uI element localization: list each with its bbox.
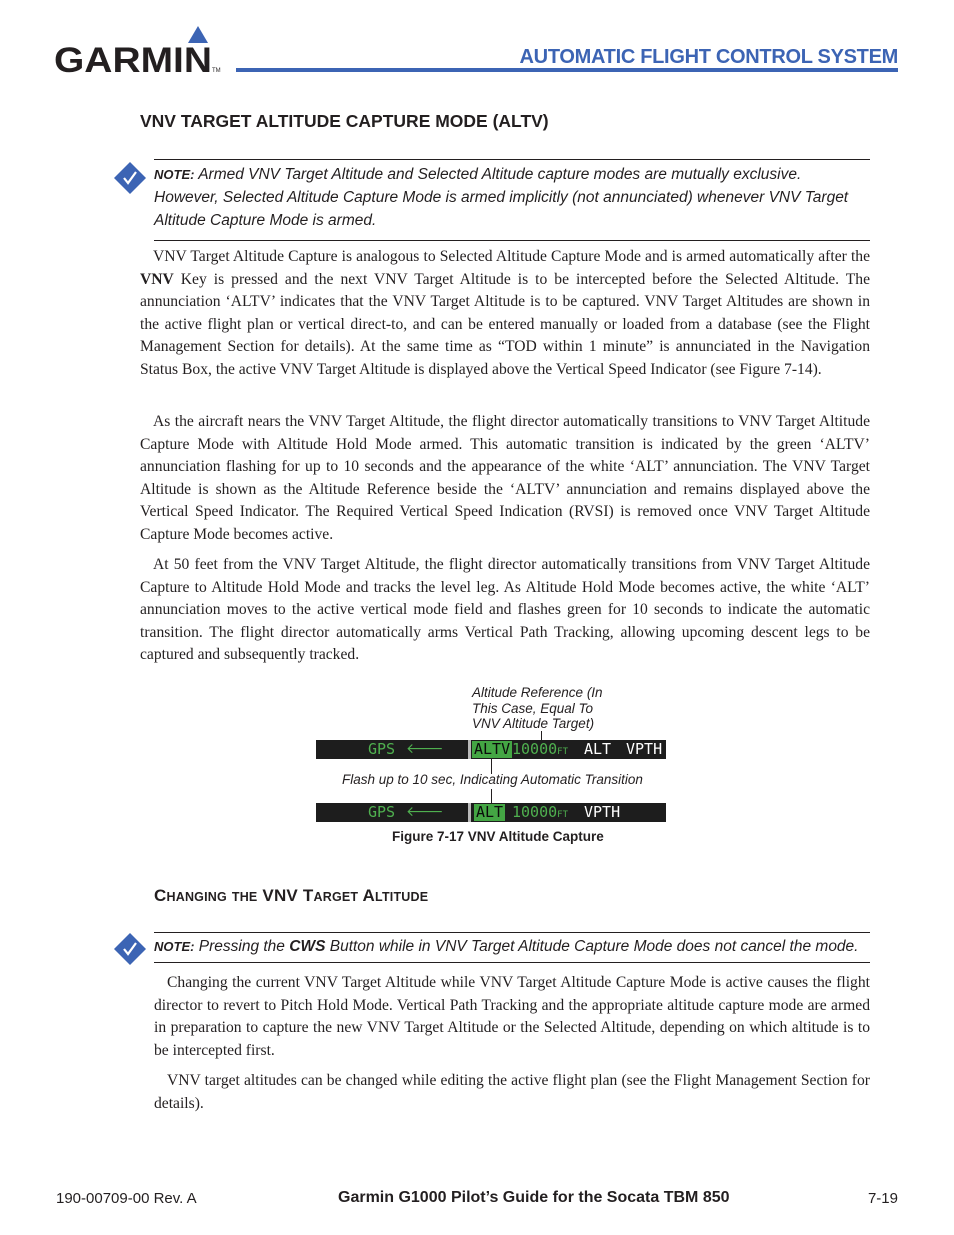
figure-callout: Altitude Reference (In This Case, Equal To VNV Altitude Target) [472, 685, 603, 731]
paragraph [140, 246, 870, 381]
footer-page-number: 7-19 [867, 1190, 898, 1207]
note-text: Armed VNV Target Altitude and Selected Altitude capture modes are mutually exclusive. However, Selected Altitude Capture Mode is armed implicitly (not annunciated) whenever VNV Target Altitude Capture Mode is armed. [154, 166, 849, 229]
altitude-reference: 10000FT [512, 803, 568, 821]
paragraph: Changing the current VNV Target Altitude while VNV Target Altitude Capture Mode is active causes the flight director to revert to Pitch Hold Mode. Vertical Path Tracking and the appropriate altitude capture mode are armed in preparation to capture the new VNV Target Altitude or the Selected Altitude, depending on which altitude is to be intercepted first. [154, 974, 870, 1059]
logo-wordmark: GARMIN [54, 41, 212, 76]
vertical-mode-annunciation: ALT [476, 803, 504, 821]
paragraph-text: VNV Target Altitude Capture is analogous to Selected Altitude Capture Mode and is armed automatically after the [153, 248, 870, 265]
sub-heading: CHANGING THE VNV TARGET ALTITUDE [154, 886, 429, 905]
arrow-left-icon: 🡐 [406, 804, 444, 820]
garmin-logo [54, 26, 224, 76]
svg-text:TM: TM [212, 68, 221, 74]
note-label: NOTE: [154, 167, 195, 182]
arrow-left-icon: 🡐 [406, 741, 444, 757]
lateral-mode: GPS [368, 803, 396, 821]
note-box: NOTE: Pressing the CWS Button while in VNV Target Altitude Capture Mode does not cancel the mode. [154, 932, 870, 960]
main-heading: VNV TARGET ALTITUDE CAPTURE MODE (ALTV) [140, 111, 549, 131]
afcs-status-bar [316, 803, 666, 822]
note-rule [154, 962, 870, 963]
afcs-status-bar [316, 740, 666, 759]
pencil-check-icon [114, 162, 146, 194]
pencil-check-icon [114, 933, 146, 965]
paragraph: VNV target altitudes can be changed while editing the active flight plan (see the Flight Management Section for details). [154, 1072, 870, 1112]
footer-title: Garmin G1000 Pilot’s Guide for the Socata TBM 850 [338, 1189, 730, 1206]
paragraph: As the aircraft nears the VNV Target Altitude, the flight director automatically transitions to VNV Target Altitude Capture Mode with Altitude Hold Mode armed. This automatic transition is indicated by the green ‘ALTV’ annunciation flashing for up to 10 seconds and the appearance of the white ‘ALT’ annunciation. The VNV Target Altitude is shown as the Altitude Reference beside the ‘ALTV’ annunciation and remains displayed above the Vertical Speed Indicator. The Required Vertical Speed Indication (RVSI) is removed once VNV Target Altitude Capture Mode becomes active. [140, 413, 870, 543]
footer-doc-number: 190-00709-00 Rev. A [56, 1190, 197, 1207]
bar-divider [468, 803, 471, 822]
altitude-reference: 10000FT [512, 740, 568, 758]
paragraph-text: Key is pressed and the next VNV Target Altitude is to be intercepted before the Selected Altitude. The annunciation ‘ALTV’ indicates that the VNV Target Altitude is to be captured. VNV Target Altitudes are shown in the active flight plan or vertical direct-to, and can be entered manually or loaded from a database (see the Flight Management Section for details). At the same time as “TOD within 1 minute” is annunciated in the Navigation Status Box, the active VNV Target Altitude is displayed above the Vertical Speed Indicator (see Figure 7-14). [140, 270, 870, 378]
lateral-mode: GPS [368, 740, 396, 758]
note-label: NOTE: [154, 939, 195, 954]
vertical-mode-annunciation: ALTV [474, 740, 511, 758]
note-box [154, 159, 870, 241]
callout-leader [491, 789, 492, 803]
cws-key-label: CWS [289, 938, 326, 955]
section-title: AUTOMATIC FLIGHT CONTROL SYSTEM [519, 46, 898, 68]
armed-mode: ALT [584, 740, 612, 758]
vnv-key-label: VNV [140, 270, 174, 288]
bar-divider [468, 740, 471, 759]
figure-caption: Figure 7-17 VNV Altitude Capture [392, 829, 604, 844]
armed-mode: VPTH [626, 740, 663, 758]
figure-callout: Flash up to 10 sec, Indicating Automatic Transition [342, 772, 643, 787]
armed-mode: VPTH [584, 803, 621, 821]
paragraph: At 50 feet from the VNV Target Altitude, the flight director automatically transitions from VNV Target Altitude Capture to Altitude Hold Mode and tracks the level leg. As Altitude Hold Mode becomes active, the white ‘ALT’ annunciation moves to the active vertical mode field and flashes green for 10 seconds to indicate the automatic transition. The flight director automatically arms Vertical Path Tracking, allowing upcoming descent legs to be captured and subsequently tracked. [140, 556, 870, 663]
callout-leader [541, 731, 542, 740]
